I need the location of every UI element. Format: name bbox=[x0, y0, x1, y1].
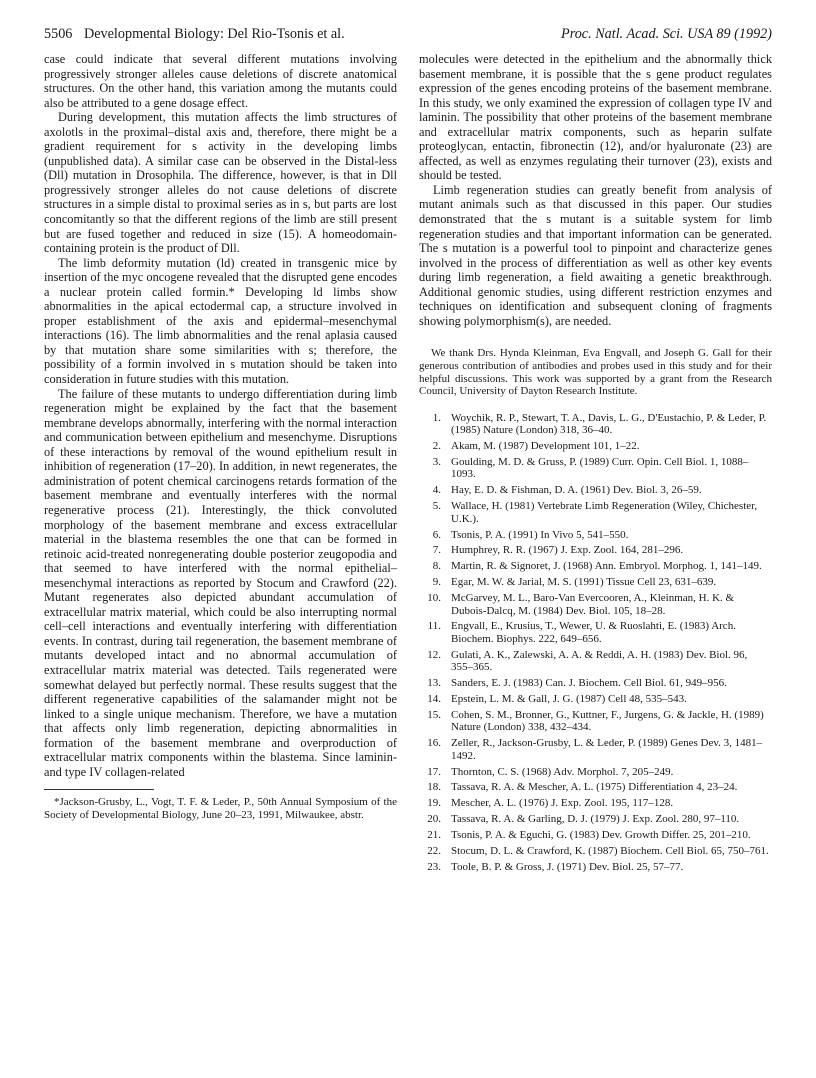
reference-item bbox=[419, 484, 772, 496]
reference-text: Akam, M. (1987) Development 101, 1–22. bbox=[451, 440, 640, 453]
reference-number: 16. bbox=[427, 737, 441, 750]
reference-item bbox=[419, 649, 772, 674]
reference-item bbox=[419, 845, 772, 857]
journal-citation: Proc. Natl. Acad. Sci. USA 89 (1992) bbox=[561, 26, 772, 42]
body-paragraph: The limb deformity mutation (ld) created in transgenic mice by insertion of the myc oncogene revealed that the disrupted gene encodes a nuclear protein called formin.* Developing ld limbs show abnormalities in the apical ectodermal cap, a structure involved in proper establishment of the axis and epidermal–mesenchymal interactions (16). The limb abnormalities and the renal aplasia caused by that mutation share some similarities with s; therefore, the possibility of a formin involved in s mutation should be taken into consideration in future studies with this mutation. bbox=[44, 255, 397, 387]
body-paragraph: molecules were detected in the epithelium and the abnormally thick basement membrane, it is possible that the s gene product regulates expression of the genes encoding proteins of the basement membrane. In this study, we only examined the expression of collagen type IV and laminin. The possibility that other proteins of the basement membrane and extracellular matrix components, such as heparin sulfate proteoglycan, entactin, fibronectin (12), and/or hyaluronate (23) are affected, as well as enzymes regulating their turnover (23), exists and should be tested. bbox=[419, 52, 772, 183]
reference-text: Engvall, E., Krusius, T., Wewer, U. & Ruoslahti, E. (1983) Arch. Biochem. Biophys. 222, 649–656. bbox=[451, 620, 736, 645]
left-column bbox=[44, 52, 397, 822]
reference-number: 11. bbox=[427, 620, 441, 633]
reference-item bbox=[419, 592, 772, 617]
reference-item bbox=[419, 500, 772, 525]
reference-item bbox=[419, 576, 772, 588]
reference-number: 20. bbox=[427, 813, 441, 826]
page-number: 5506 bbox=[44, 26, 73, 42]
reference-item bbox=[419, 766, 772, 778]
reference-item bbox=[419, 544, 772, 556]
body-paragraph: The failure of these mutants to undergo differentiation during limb regeneration might be explained by the fact that the basement membrane develops abnormally, interfering with the normal interaction and communication between epithelium and mesenchyme. Disruptions of these interactions by removal of the wound epithelium result in inhibition of regeneration (17–20). In addition, in newt regenerates, the administration of potent chemical carcinogens retards formation of the basement membrane and eventually interferes with the normal regenerative process (21). Interestingly, the thick convoluted morphology of the basement membrane and excess extracellular material in the blastema resembles the one that can be formed in retinoic acid-treated nonregenerating double posterior zeugopodia and that seemed to have interfered with the normal epithelial–mesenchymal interactions as reported by Stocum and Crawford (22). Mutant regenerates also depicted abundant accumulation of extracellular matrix material, which could be also interrupting normal cell–cell interactions and eventually interfering with differentiation events. In contrast, during tail regeneration, the basement membrane of mutants developed intact and no abnormal accumulation of extracellular matrix material was detected. Tails regenerated were somewhat delayed but perfectly normal. These results suggest that the different regenerative capabilities of the salamander might not be linked to a single unique mechanism. Therefore, we have a mutation that affects only limb regeneration, depicting abnormalities in formation of the basement membrane and overproduction of extracellular matrix components within the blastema. Since laminin- and type IV collagen-related bbox=[44, 386, 397, 779]
reference-text: Goulding, M. D. & Gruss, P. (1989) Curr. Opin. Cell Biol. 1, 1088–1093. bbox=[451, 455, 749, 481]
reference-item bbox=[419, 440, 772, 452]
reference-number: 14. bbox=[427, 692, 441, 705]
body-paragraph: Limb regeneration studies can greatly benefit from analysis of mutant animals such as that discussed in this paper. Our studies demonstrated that the s mutant is a suitable system for limb regeneration studies and that important information can be generated. The s mutation is a powerful tool to pinpoint and characterize genes involved in the process of differentiation as well as other key events during limb regeneration, a field awaiting a genetic breakthrough. Additional genomic studies, using different restriction enzymes and techniques on identification and subsequent cloning of fragments showing polymorphism(s), are needed. bbox=[419, 182, 772, 328]
reference-number: 6. bbox=[432, 528, 441, 541]
reference-item bbox=[419, 709, 772, 734]
footnote-divider bbox=[44, 789, 154, 790]
reference-number: 2. bbox=[432, 440, 441, 453]
reference-text: Cohen, S. M., Bronner, G., Kuttner, F., Jurgens, G. & Jackle, H. (1989) Nature (London) 338, 432–434. bbox=[451, 708, 764, 734]
reference-text: Hay, E. D. & Fishman, D. A. (1961) Dev. Biol. 3, 26–59. bbox=[451, 484, 702, 497]
reference-item bbox=[419, 693, 772, 705]
reference-item bbox=[419, 797, 772, 809]
reference-item bbox=[419, 829, 772, 841]
reference-number: 9. bbox=[432, 576, 441, 589]
reference-item bbox=[419, 529, 772, 541]
reference-number: 1. bbox=[432, 411, 441, 424]
reference-item bbox=[419, 412, 772, 437]
reference-text: Woychik, R. P., Stewart, T. A., Davis, L. G., D'Eustachio, P. & Leder, P. (1985) Nature (London) 318, 36–40. bbox=[451, 411, 767, 437]
reference-item bbox=[419, 737, 772, 762]
footnote: *Jackson-Grusby, L., Vogt, T. F. & Leder, P., 50th Annual Symposium of the Society of Developmental Biology, June 20–23, 1991, Milwaukee, abstr. bbox=[44, 796, 397, 821]
reference-number: 22. bbox=[427, 845, 441, 858]
reference-text: Toole, B. P. & Gross, J. (1971) Dev. Biol. 25, 57–77. bbox=[451, 860, 684, 873]
right-column bbox=[419, 52, 772, 877]
reference-text: Stocum, D. L. & Crawford, K. (1987) Biochem. Cell Biol. 65, 750–761. bbox=[451, 845, 769, 858]
reference-text: Tassava, R. A. & Mescher, A. L. (1975) Differentiation 4, 23–24. bbox=[451, 781, 738, 794]
reference-item bbox=[419, 813, 772, 825]
reference-number: 3. bbox=[432, 455, 441, 468]
reference-number: 15. bbox=[427, 708, 441, 721]
reference-text: Tsonis, P. A. (1991) In Vivo 5, 541–550. bbox=[451, 528, 629, 541]
reference-item bbox=[419, 456, 772, 481]
reference-number: 4. bbox=[432, 484, 441, 497]
reference-number: 10. bbox=[427, 592, 441, 605]
reference-item bbox=[419, 677, 772, 689]
reference-text: Sanders, E. J. (1983) Can. J. Biochem. Cell Biol. 61, 949–956. bbox=[451, 677, 727, 690]
reference-text: McGarvey, M. L., Baro-Van Evercooren, A., Kleinman, H. K. & Dubois-Dalcq, M. (1984) Dev. Biol. 105, 18–28. bbox=[451, 592, 735, 617]
section-title: Developmental Biology: Del Rio-Tsonis et al. bbox=[84, 26, 345, 42]
reference-text: Humphrey, R. R. (1967) J. Exp. Zool. 164, 281–296. bbox=[451, 544, 684, 557]
body-paragraph: case could indicate that several different mutations involving progressively stronger alleles cause deletions of discrete anatomical structures. On the other hand, this variation among the mutants could also be attributed to a gene dosage effect. bbox=[44, 52, 397, 110]
reference-number: 21. bbox=[427, 829, 441, 842]
reference-number: 23. bbox=[427, 860, 441, 873]
reference-text: Martin, R. & Signoret, J. (1968) Ann. Embryol. Morphog. 1, 141–149. bbox=[451, 560, 762, 573]
reference-text: Zeller, R., Jackson-Grusby, L. & Leder, P. (1989) Genes Dev. 3, 1481–1492. bbox=[451, 737, 763, 762]
reference-number: 5. bbox=[432, 500, 441, 513]
reference-number: 12. bbox=[427, 648, 441, 661]
reference-text: Egar, M. W. & Jarial, M. S. (1991) Tissue Cell 23, 631–639. bbox=[451, 576, 717, 589]
running-header bbox=[44, 26, 772, 44]
reference-item bbox=[419, 861, 772, 873]
reference-item bbox=[419, 620, 772, 645]
reference-text: Wallace, H. (1981) Vertebrate Limb Regeneration (Wiley, Chichester, U.K.). bbox=[451, 500, 758, 525]
reference-number: 18. bbox=[427, 781, 441, 794]
reference-text: Mescher, A. L. (1976) J. Exp. Zool. 195, 117–128. bbox=[451, 797, 674, 810]
reference-text: Epstein, L. M. & Gall, J. G. (1987) Cell 48, 535–543. bbox=[451, 692, 687, 705]
reference-list bbox=[419, 412, 772, 874]
reference-number: 13. bbox=[427, 677, 441, 690]
body-paragraph: During development, this mutation affects the limb structures of axolotls in the proximal–distal axis and, therefore, there might be a gradient requirement for s activity in the developing limbs (unpublished data). A similar case can be observed in the Distal-less (Dll) mutation in Drosophila. The difference, however, is that in Dll progressively stronger alleles do not cause deletions of discrete structures in a simple distal to proximal series as in s, but parts are lost concomitantly so that the different regions of the limb are still present but are fused together and reduced in size (15). A homeodomain-containing protein is the product of Dll. bbox=[44, 110, 397, 256]
reference-number: 17. bbox=[427, 765, 441, 778]
reference-text: Tassava, R. A. & Garling, D. J. (1979) J. Exp. Zool. 280, 97–110. bbox=[451, 813, 740, 826]
reference-text: Gulati, A. K., Zalewski, A. A. & Reddi, A. H. (1983) Dev. Biol. 96, 355–365. bbox=[451, 648, 748, 674]
reference-text: Thornton, C. S. (1968) Adv. Morphol. 7, 205–249. bbox=[451, 765, 674, 778]
reference-item bbox=[419, 781, 772, 793]
reference-item bbox=[419, 560, 772, 572]
reference-number: 7. bbox=[432, 544, 441, 557]
acknowledgment: We thank Drs. Hynda Kleinman, Eva Engvall, and Joseph G. Gall for their generous contribution of antibodies and probes used in this study and for their helpful discussions. This work was supported by a grant from the Research Council, University of Dayton Research Institute. bbox=[419, 347, 772, 398]
reference-number: 8. bbox=[432, 560, 441, 573]
reference-text: Tsonis, P. A. & Eguchi, G. (1983) Dev. Growth Differ. 25, 201–210. bbox=[451, 829, 751, 842]
reference-number: 19. bbox=[427, 797, 441, 810]
